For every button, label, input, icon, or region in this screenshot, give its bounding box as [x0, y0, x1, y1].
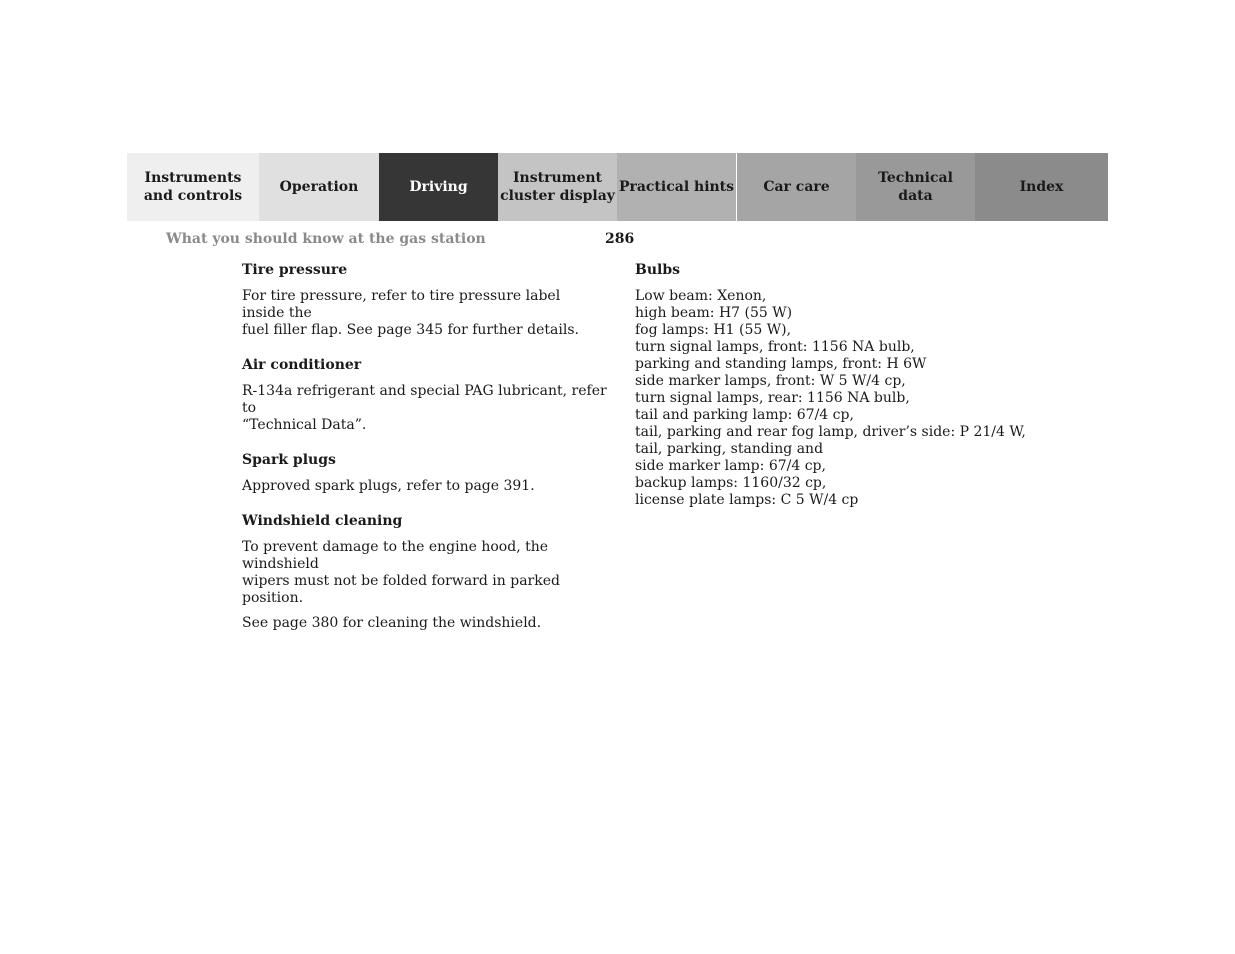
heading-windshield-cleaning: Windshield cleaning: [242, 513, 403, 529]
bulb-line: fog lamps: H1 (55 W),: [635, 322, 792, 338]
right-column: [635, 262, 1026, 509]
section-tire-pressure: [242, 262, 607, 339]
tab-index[interactable]: Index: [975, 153, 1108, 221]
section-air-conditioner: [242, 357, 607, 434]
bulb-line: tail and parking lamp: 67/4 cp,: [635, 407, 854, 423]
bulb-line: backup lamps: 1160/32 cp,: [635, 475, 827, 491]
bulb-line: turn signal lamps, rear: 1156 NA bulb,: [635, 390, 910, 406]
bulb-list: [635, 288, 1026, 509]
bulb-line: parking and standing lamps, front: H 6W: [635, 356, 927, 372]
tab-instruments-and-controls[interactable]: Instruments and controls: [127, 153, 259, 221]
heading-bulbs: Bulbs: [635, 262, 681, 278]
bulb-line: turn signal lamps, front: 1156 NA bulb,: [635, 339, 915, 355]
text-windshield-cleaning: To prevent damage to the engine hood, the windshield wipers must not be folded forward in parked position.: [242, 539, 560, 606]
tab-driving[interactable]: Driving: [379, 153, 498, 221]
text-tire-pressure: For tire pressure, refer to tire pressure label inside the fuel filler flap. See page 345 for further details.: [242, 288, 579, 338]
section-spark-plugs: [242, 452, 607, 495]
heading-tire-pressure: Tire pressure: [242, 262, 348, 278]
bulb-line: side marker lamps, front: W 5 W/4 cp,: [635, 373, 906, 389]
page-number: 286: [605, 231, 635, 247]
text-spark-plugs: Approved spark plugs, refer to page 391.: [242, 478, 535, 494]
bulb-line: high beam: H7 (55 W): [635, 305, 793, 321]
bulb-line: license plate lamps: C 5 W/4 cp: [635, 492, 859, 508]
bulb-line: tail, parking and rear fog lamp, driver’s side: P 21/4 W,: [635, 424, 1026, 440]
running-head: What you should know at the gas station: [166, 231, 486, 247]
bulb-line: Low beam: Xenon,: [635, 288, 767, 304]
tab-practical-hints[interactable]: Practical hints: [617, 153, 736, 221]
tab-instrument-cluster-display[interactable]: Instrument cluster display: [498, 153, 617, 221]
text-windshield-see-page: See page 380 for cleaning the windshield.: [242, 615, 542, 631]
tab-technical-data[interactable]: Technical data: [856, 153, 975, 221]
section-windshield-cleaning: [242, 513, 607, 632]
left-column: [242, 262, 607, 650]
heading-air-conditioner: Air conditioner: [242, 357, 362, 373]
tab-operation[interactable]: Operation: [259, 153, 379, 221]
section-tab-bar: [127, 153, 1108, 221]
bulb-line: tail, parking, standing and: [635, 441, 824, 457]
text-air-conditioner: R-134a refrigerant and special PAG lubricant, refer to “Technical Data”.: [242, 383, 607, 433]
tab-car-care[interactable]: Car care: [736, 153, 856, 221]
bulb-line: side marker lamp: 67/4 cp,: [635, 458, 826, 474]
heading-spark-plugs: Spark plugs: [242, 452, 336, 468]
